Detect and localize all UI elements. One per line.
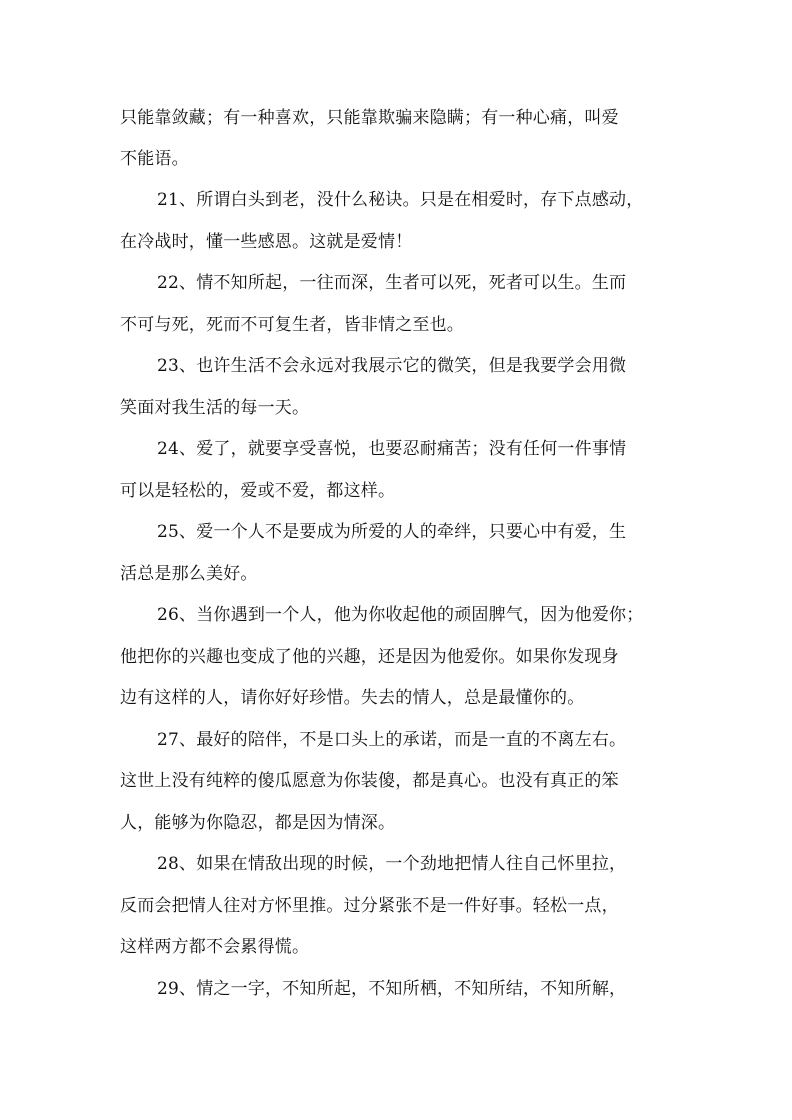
- text-line: 在冷战时，懂一些感恩。这就是爱情！: [120, 232, 413, 252]
- paragraph-26-line: 26、当你遇到一个人，他为你收起他的顽固脾气，因为他爱你；: [157, 605, 644, 625]
- paragraph-22-line: 22、情不知所起，一往而深，生者可以死，死者可以生。生而: [157, 273, 627, 293]
- text-line: 他把你的兴趣也变成了他的兴趣，还是因为他爱你。如果你发现身: [120, 647, 619, 667]
- text-line: 人，能够为你隐忍，都是因为情深。: [120, 813, 396, 833]
- paragraph-27-line: 27、最好的陪伴，不是口头上的承诺，而是一直的不离左右。: [157, 730, 627, 750]
- text-line: 反而会把情人往对方怀里推。过分紧张不是一件好事。轻松一点，: [120, 896, 619, 916]
- text-line: 笑面对我生活的每一天。: [120, 398, 310, 418]
- text-line: 可以是轻松的，爱或不爱，都这样。: [120, 481, 396, 501]
- paragraph-21-line: 21、所谓白头到老，没什么秘诀。只是在相爱时，存下点感动，: [157, 190, 644, 210]
- text-line: 这样两方都不会累得慌。: [120, 937, 310, 957]
- text-line: 这世上没有纯粹的傻瓜愿意为你装傻，都是真心。也没有真正的笨: [120, 771, 619, 791]
- paragraph-29-line: 29、情之一字，不知所起，不知所栖，不知所结，不知所解，: [157, 979, 627, 999]
- paragraph-25-line: 25、爱一个人不是要成为所爱的人的牵绊，只要心中有爱，生: [157, 522, 627, 542]
- paragraph-23-line: 23、也许生活不会永远对我展示它的微笑，但是我要学会用微: [157, 356, 627, 376]
- text-line: 不可与死，死而不可复生者，皆非情之至也。: [120, 315, 464, 335]
- text-line: 不能语。: [120, 149, 189, 169]
- text-line: 只能靠敛藏；有一种喜欢，只能靠欺骗来隐瞒；有一种心痛，叫爱: [120, 108, 619, 128]
- text-line: 边有这样的人，请你好好珍惜。失去的情人，总是最懂你的。: [120, 688, 585, 708]
- paragraph-24-line: 24、爱了，就要享受喜悦，也要忍耐痛苦；没有任何一件事情: [157, 439, 627, 459]
- paragraph-28-line: 28、如果在情敌出现的时候，一个劲地把情人往自己怀里拉，: [157, 854, 627, 874]
- text-line: 活总是那么美好。: [120, 564, 258, 584]
